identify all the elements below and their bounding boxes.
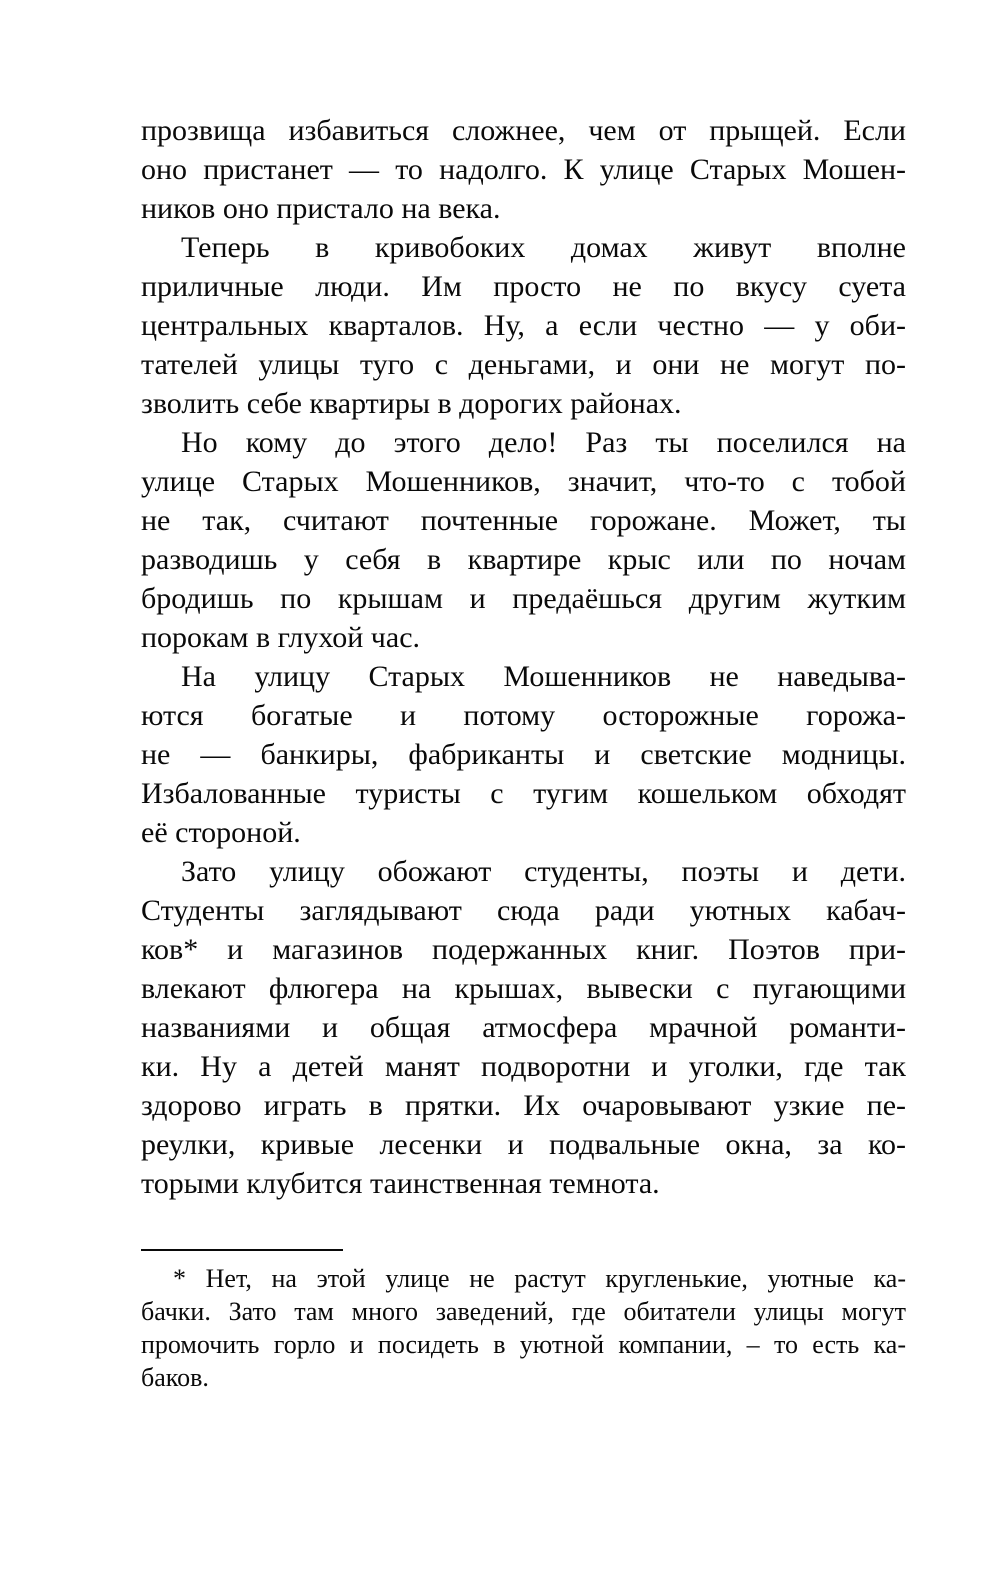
footnote-separator bbox=[141, 1249, 343, 1251]
text-line: Но кому до этого дело! Раз ты поселился на bbox=[181, 426, 906, 459]
text-line: Избалованные туристы с тугим кошельком обходят bbox=[141, 777, 906, 810]
text-line: ников оно пристало на века. bbox=[141, 192, 501, 225]
footnote-line: промочить горло и посидеть в уютной компании, – то есть ка- bbox=[141, 1330, 906, 1359]
text-line: порокам в глухой час. bbox=[141, 621, 421, 654]
text-line: здорово играть в прятки. Их очаровывают узкие пе- bbox=[141, 1089, 906, 1122]
text-line: реулки, кривые лесенки и подвальные окна, за ко- bbox=[141, 1128, 906, 1161]
text-line: Зато улицу обожают студенты, поэты и дети. bbox=[181, 855, 906, 888]
text-line: прозвища избавиться сложнее, чем от прыщей. Если bbox=[141, 114, 906, 147]
paragraph bbox=[141, 852, 906, 1203]
paragraph bbox=[141, 228, 906, 423]
text-line: её стороной. bbox=[141, 816, 301, 849]
text-line: разводишь у себя в квартире крыс или по ночам bbox=[141, 543, 906, 576]
paragraph bbox=[141, 657, 906, 852]
text-line: тателей улицы туго с деньгами, и они не могут по- bbox=[141, 348, 906, 381]
text-line: не так, считают почтенные горожане. Может, ты bbox=[141, 504, 906, 537]
text-line: влекают флюгера на крышах, вывески с пугающими bbox=[141, 972, 906, 1005]
text-line: приличные люди. Им просто не по вкусу суета bbox=[141, 270, 906, 303]
text-line: торыми клубится таинственная темнота. bbox=[141, 1167, 660, 1200]
text-line: ки. Ну а детей манят подворотни и уголки, где так bbox=[141, 1050, 906, 1083]
text-line: ков* и магазинов подержанных книг. Поэтов при- bbox=[141, 933, 906, 966]
footnote bbox=[141, 1262, 906, 1394]
text-line: центральных кварталов. Ну, а если честно — у оби- bbox=[141, 309, 906, 342]
text-line: названиями и общая атмосфера мрачной романти- bbox=[141, 1011, 906, 1044]
text-line: Теперь в кривобоких домах живут вполне bbox=[181, 231, 906, 264]
paragraph bbox=[141, 423, 906, 657]
text-line: улице Старых Мошенников, значит, что-то с тобой bbox=[141, 465, 906, 498]
text-line: не — банкиры, фабриканты и светские модницы. bbox=[141, 738, 906, 771]
paragraph bbox=[141, 111, 906, 228]
footnote-line: * Нет, на этой улице не растут кругленькие, уютные ка- bbox=[173, 1264, 906, 1293]
main-text bbox=[141, 111, 906, 1203]
text-line: ются богатые и потому осторожные горожа- bbox=[141, 699, 906, 732]
footnote-line: баков. bbox=[141, 1363, 209, 1392]
footnote-line: бачки. Зато там много заведений, где обитатели улицы могут bbox=[141, 1297, 906, 1326]
text-line: Студенты заглядывают сюда ради уютных кабач- bbox=[141, 894, 906, 927]
text-line: бродишь по крышам и предаёшься другим жутким bbox=[141, 582, 906, 615]
text-line: оно пристанет — то надолго. К улице Старых Мошен- bbox=[141, 153, 906, 186]
text-line: На улицу Старых Мошенников не наведыва- bbox=[181, 660, 906, 693]
text-line: зволить себе квартиры в дорогих районах. bbox=[141, 387, 682, 420]
